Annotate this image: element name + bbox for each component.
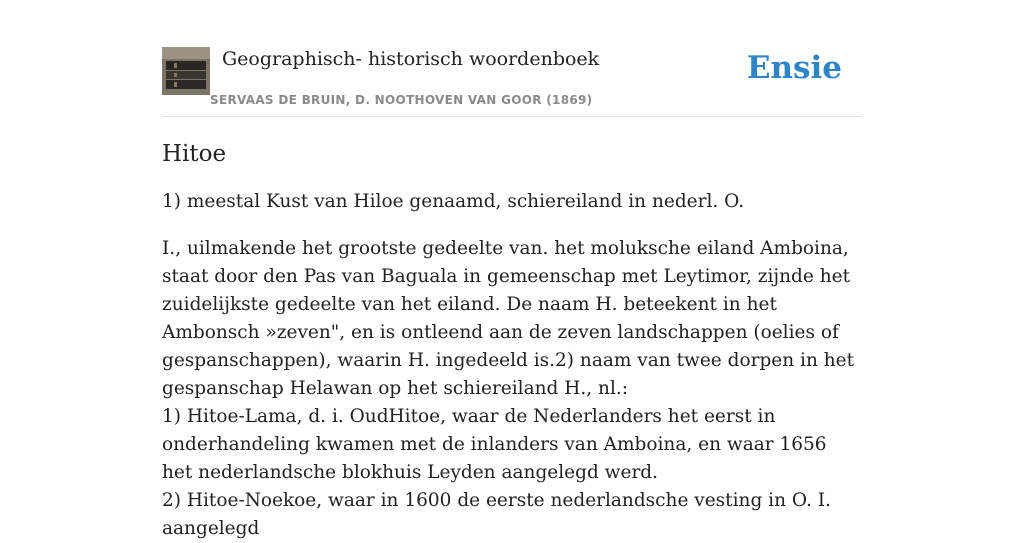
entry-title: Hitoe [162, 141, 227, 167]
entry-paragraph: 1) meestal Kust van Hiloe genaamd, schiereiland in nederl. O. [162, 191, 745, 212]
entry-paragraph-line: I., uilmakende het grootste gedeelte van. het moluksche eiland Amboina, staat door den Pas van Baguala in gemeenschap met Leytimor, zijnde het zuidelijkste gedeelte van het eiland. De naam H. beteekent in het Ambonsch »zeven", en is ontleend aan de zeven landschappen (oelies of gespanschappen), waarin H. ingedeeld is.2) naam van twee dorpen in het gespanschap Helawan op het schiereiland H., nl.: [162, 238, 855, 399]
ensie-logo[interactable]: Ensie [746, 50, 842, 86]
book-title[interactable]: Geographisch- historisch woordenboek [222, 48, 600, 70]
entry-paragraph-line: 2) Hitoe-Noekoe, waar in 1600 de eerste nederlandsche vesting in O. I. aangelegd [162, 490, 831, 539]
entry-paragraph-line: 1) Hitoe-Lama, d. i. OudHitoe, waar de Nederlanders het eerst in onderhandeling kwamen met de inlanders van Amboina, en waar 1656 het nederlandsche blokhuis Leyden aangelegd werd. [162, 406, 827, 483]
header [162, 46, 862, 117]
book-cover-avatar[interactable] [162, 47, 210, 95]
entry-content [162, 136, 862, 543]
book-cover-icon [162, 47, 210, 95]
book-author: SERVAAS DE BRUIN, D. NOOTHOVEN VAN GOOR (1869) [210, 93, 593, 107]
